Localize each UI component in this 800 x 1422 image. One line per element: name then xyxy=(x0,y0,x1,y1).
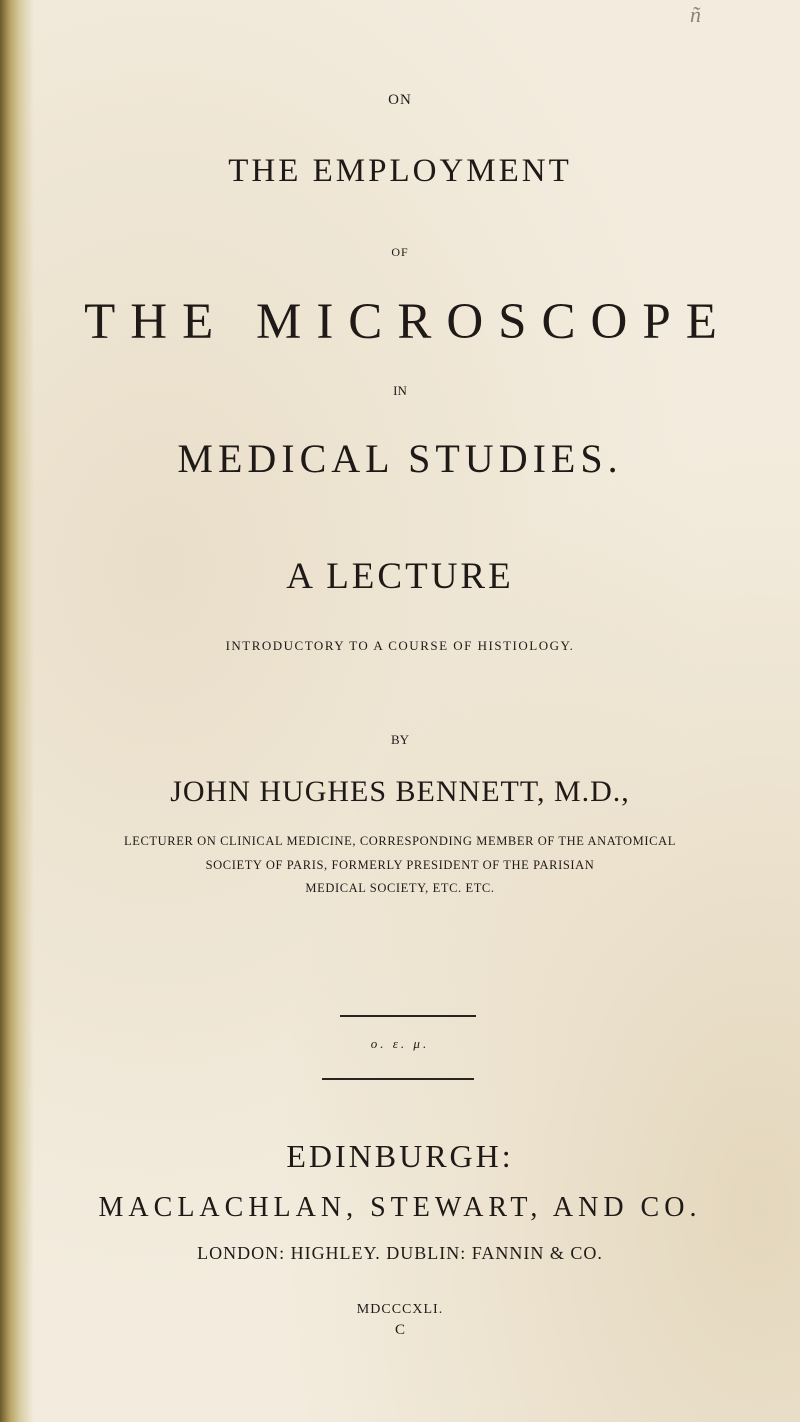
divider-rule-bottom xyxy=(322,1078,474,1080)
imprint-city: EDINBURGH: xyxy=(286,1138,514,1174)
author-credentials-line: SOCIETY OF PARIS, FORMERLY PRESIDENT OF THE PARISIAN xyxy=(205,858,595,872)
title-in: IN xyxy=(393,383,407,398)
imprint-publisher: MACLACHLAN, STEWART, AND CO. xyxy=(98,1192,702,1223)
imprint-distributors: LONDON: HIGHLEY. DUBLIN: FANNIN & CO. xyxy=(197,1243,603,1263)
title-microscope: THE MICROSCOPE xyxy=(84,294,732,350)
title-of: OF xyxy=(391,245,409,259)
title-on: ON xyxy=(388,92,412,108)
title-medical-studies: MEDICAL STUDIES. xyxy=(177,436,623,481)
motto: o. ε. μ. xyxy=(370,1036,430,1051)
subtitle-introductory: INTRODUCTORY TO A COURSE OF HISTIOLOGY. xyxy=(225,638,575,653)
author-credentials-line: LECTURER ON CLINICAL MEDICINE, CORRESPONDING MEMBER OF THE ANATOMICAL xyxy=(124,834,676,848)
signature-mark: C xyxy=(394,1322,405,1338)
imprint-year: MDCCCXLI. xyxy=(356,1302,444,1317)
by-label: BY xyxy=(390,732,410,747)
author-credentials-line: MEDICAL SOCIETY, ETC. ETC. xyxy=(305,881,495,895)
title-employment: THE EMPLOYMENT xyxy=(228,153,572,189)
subtitle-lecture: A LECTURE xyxy=(286,556,514,597)
divider-rule-top xyxy=(340,1015,476,1017)
author-name: JOHN HUGHES BENNETT, M.D., xyxy=(170,775,630,808)
corner-pencil-mark: ñ xyxy=(690,2,701,27)
